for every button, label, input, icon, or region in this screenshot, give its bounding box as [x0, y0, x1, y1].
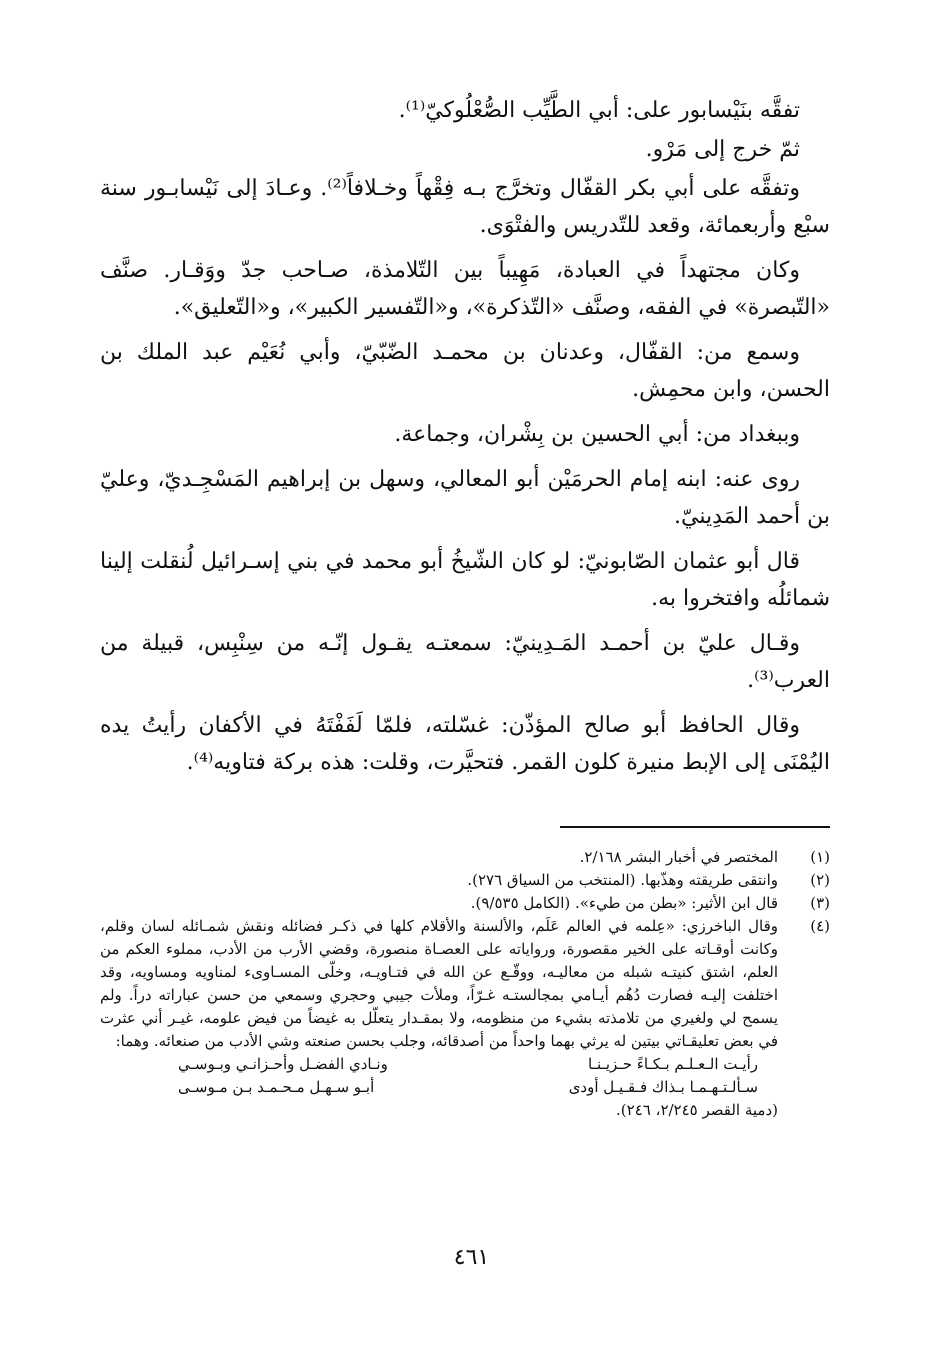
poem-line — [178, 1076, 758, 1099]
footnote — [100, 869, 830, 892]
main-text — [100, 92, 830, 789]
paragraph: وقـال عليّ بن أحمـد المَـدِينيّ: سمعتـه يقـول إنّـه من سِنْبِس، قبيلة من العرب⁽³⁾. — [100, 631, 830, 693]
hemistich-second: ونـادي الفضـل وأحـزانـي وبـوسـي — [178, 1055, 388, 1073]
footnote-text: المختصر في أخبار البشر ٢/١٦٨. — [579, 848, 778, 866]
page-number: ٤٦١ — [453, 1245, 490, 1270]
hemistich-first: سـألـتـهـمـا بـذاك فـقـيـل أودى — [568, 1078, 758, 1096]
footnotes — [100, 846, 830, 1122]
footnote-number: (٣) — [810, 894, 830, 912]
footnote-text: وانتقى طريقته وهذّبها. (المنتخب من السياق ٢٧٦). — [467, 871, 778, 889]
hemistich-first: رأيـت الـعـلـم بـكـاءً حـزيـنـا — [588, 1055, 758, 1073]
footnote-number: (١) — [810, 848, 830, 866]
footnote-separator — [560, 826, 830, 828]
footnote-text: قال ابن الأثير: «بطن من طيء». (الكامل ٩/٥٣٥). — [470, 894, 778, 912]
paragraph: روى عنه: ابنه إمام الحرمَيْن أبو المعالي، وسهل بن إبراهيم المَسْجِـديّ، وعليّ بن أحمد المَدِينيّ. — [100, 467, 830, 529]
footnote-number: (٢) — [810, 871, 830, 889]
paragraph: وببغداد من: أبي الحسين بن بِشْران، وجماعة. — [394, 422, 800, 447]
paragraph: وقال الحافظ أبو صالح المؤذّن: غسّلته، فلمّا لَفَفْتَهُ في الأكفان رأيتُ يده اليُمْنَى إلى الإبط منيرة كلون القمر. فتحيَّرت، وقلت: هذه بركة فتاويه⁽⁴⁾. — [100, 713, 830, 775]
footnote — [100, 915, 830, 1053]
paragraph: وكان مجتهداً في العبادة، مَهِيباً بين التّلامذة، صـاحب جدّ ووَقـار. صنَّف «التّبصرة» في الفقه، وصنَّف «التّذكرة»، و«التّفسير الكبير»، و«التّعليق». — [100, 258, 830, 320]
footnote-number: (٤) — [810, 917, 830, 935]
footnote — [100, 846, 830, 869]
paragraph: قال أبو عثمان الصّابونيّ: لو كان الشّيخُ أبو محمد في بني إسـرائيل لُنقلت إلينا شمائلُه وافتخروا به. — [100, 549, 830, 611]
source-text: (دمية القصر ٢/٢٤٥، ٢٤٦). — [616, 1101, 778, 1119]
poem — [100, 1053, 830, 1099]
footnote — [100, 892, 830, 915]
paragraph: وتفقَّه على أبي بكر القفّال وتخرَّج بـه فِقْهاً وخـلافاً⁽²⁾. وعـادَ إلى نَيْسابـور سنة سبْع وأربعمائة، وقعد للتّدريس والفتْوَى. — [100, 176, 830, 238]
hemistich-second: أبـو سـهـل مـحـمـد بـن مـوسـى — [178, 1078, 375, 1096]
footnote-source — [100, 1099, 830, 1122]
poem-line — [178, 1053, 758, 1076]
paragraph: ثمّ خرج إلى مَرْو. — [645, 137, 800, 162]
footnote-text: وقال الباخرزي: «عِلمه في العالم عَلَم، والألسنة والأقلام كلها في ذكـر فضائله ونقش شمـائله لسان وقلم، وكانت أوقـاته على الخير مقصورة، ورواياته على العصـاة منصورة، وقضي الأرب من الأدب، مملوء العكم من العلم، اشتق كنيتـه شبله من معاليـه، ووقّـع عن الله في فتـاويـه، وخلّى المسـاوىء لمناويه ومساويه، وقد اختلفت إليـه فصارت دُهُم أيـامي بمجالستـه غـرّاً، وملأت جيبي وحجري وسمعي من حسن عباراته دراً. ولم يسمح لي ولغيري من تلامذته بشيء من منظومه، ولا بمقـدار يتعلّل به غيضاً من فيض علومه، غيـر أني عثرت في بعض تعليقـاتي بيتين له يرثي بهما واحداً من أصدقائه، وجلب بحسن صنعته وشي الأدب من صنعائه. وهما: — [100, 917, 779, 1050]
paragraph: تفقَّه بنَيْسابور على: أبي الطَّيِّب الصُّعْلُوكيّ⁽¹⁾. — [398, 98, 800, 123]
paragraph: وسمع من: القفّال، وعدنان بن محمـد الضّبّيّ، وأبي نُعَيْم عبد الملك بن الحسن، وابن محمِش. — [100, 340, 830, 402]
